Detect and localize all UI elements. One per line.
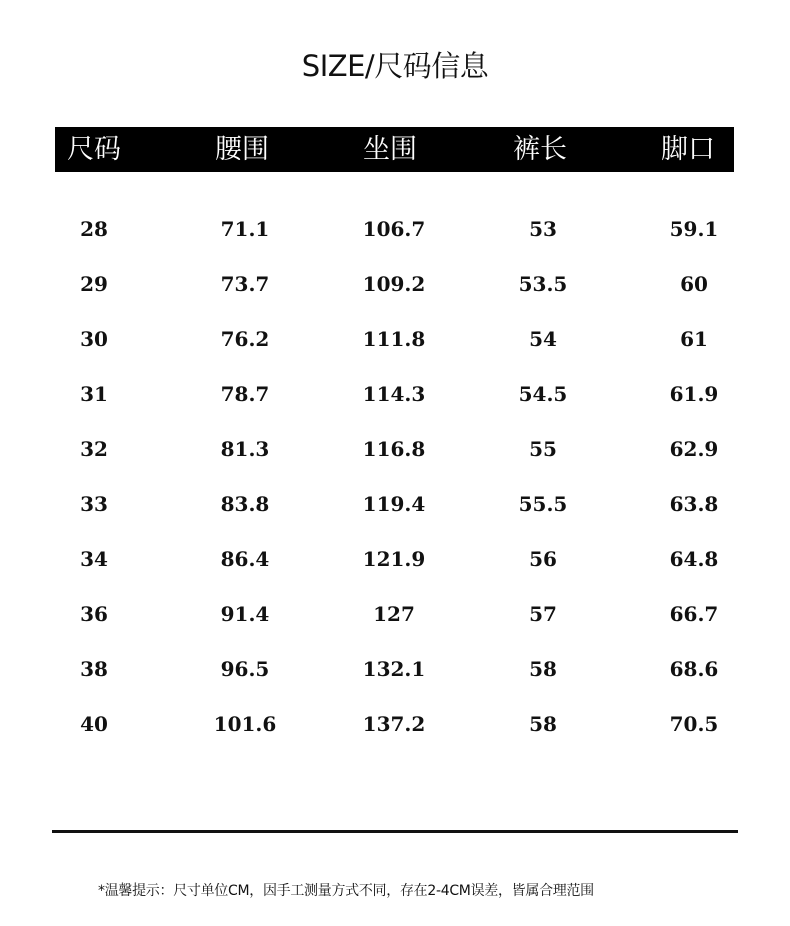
header-hip: 坐围	[363, 134, 417, 165]
table-cell: 61.9	[669, 382, 719, 406]
table-cell: 63.8	[669, 492, 719, 516]
table-row	[0, 532, 790, 587]
table-cell: 70.5	[669, 712, 719, 736]
table-cell: 31	[80, 382, 108, 406]
table-cell: 61	[680, 327, 708, 351]
table-cell: 56	[529, 547, 557, 571]
table-row	[0, 257, 790, 312]
table-cell: 114.3	[362, 382, 426, 406]
table-cell: 91.4	[220, 602, 270, 626]
table-row	[0, 642, 790, 697]
table-row	[0, 697, 790, 752]
table-cell: 76.2	[220, 327, 270, 351]
page-title: SIZE/尺码信息	[301, 49, 489, 83]
size-table-body	[0, 202, 790, 752]
divider	[52, 830, 738, 833]
header-size: 尺码	[67, 134, 121, 165]
table-cell: 57	[529, 602, 557, 626]
header-length: 裤长	[513, 134, 567, 165]
table-cell: 66.7	[669, 602, 719, 626]
table-cell: 54	[529, 327, 557, 351]
table-cell: 55	[529, 437, 557, 461]
table-cell: 101.6	[213, 712, 277, 736]
table-cell: 54.5	[518, 382, 568, 406]
table-cell: 55.5	[518, 492, 568, 516]
table-cell: 33	[80, 492, 108, 516]
table-row	[0, 587, 790, 642]
table-cell: 64.8	[669, 547, 719, 571]
table-cell: 71.1	[220, 217, 270, 241]
table-cell: 132.1	[362, 657, 426, 681]
table-row	[0, 312, 790, 367]
table-cell: 86.4	[220, 547, 270, 571]
header-waist: 腰围	[215, 134, 269, 165]
table-cell: 40	[80, 712, 108, 736]
table-row	[0, 367, 790, 422]
table-cell: 111.8	[362, 327, 426, 351]
table-cell: 137.2	[362, 712, 426, 736]
table-cell: 109.2	[362, 272, 426, 296]
table-cell: 34	[80, 547, 108, 571]
table-cell: 96.5	[220, 657, 270, 681]
table-row	[0, 477, 790, 532]
header-leg-opening: 脚口	[661, 134, 715, 165]
table-cell: 58	[529, 657, 557, 681]
table-cell: 116.8	[362, 437, 426, 461]
table-row	[0, 202, 790, 257]
table-cell: 58	[529, 712, 557, 736]
table-cell: 121.9	[362, 547, 426, 571]
table-cell: 36	[80, 602, 108, 626]
table-cell: 38	[80, 657, 108, 681]
table-cell: 83.8	[220, 492, 270, 516]
table-cell: 81.3	[220, 437, 270, 461]
table-cell: 106.7	[362, 217, 426, 241]
table-cell: 127	[373, 602, 415, 626]
table-cell: 78.7	[220, 382, 270, 406]
table-cell: 53	[529, 217, 557, 241]
table-cell: 62.9	[669, 437, 719, 461]
table-cell: 53.5	[518, 272, 568, 296]
table-cell: 68.6	[669, 657, 719, 681]
table-cell: 59.1	[669, 217, 719, 241]
measurement-note: *温馨提示：尺寸单位CM，因手工测量方式不同，存在2-4CM误差，皆属合理范围	[98, 883, 594, 899]
table-header	[55, 127, 734, 172]
table-cell: 119.4	[362, 492, 426, 516]
table-cell: 29	[80, 272, 108, 296]
table-cell: 28	[80, 217, 108, 241]
table-cell: 60	[680, 272, 708, 296]
table-row	[0, 422, 790, 477]
table-cell: 30	[80, 327, 108, 351]
table-cell: 73.7	[220, 272, 270, 296]
table-cell: 32	[80, 437, 108, 461]
